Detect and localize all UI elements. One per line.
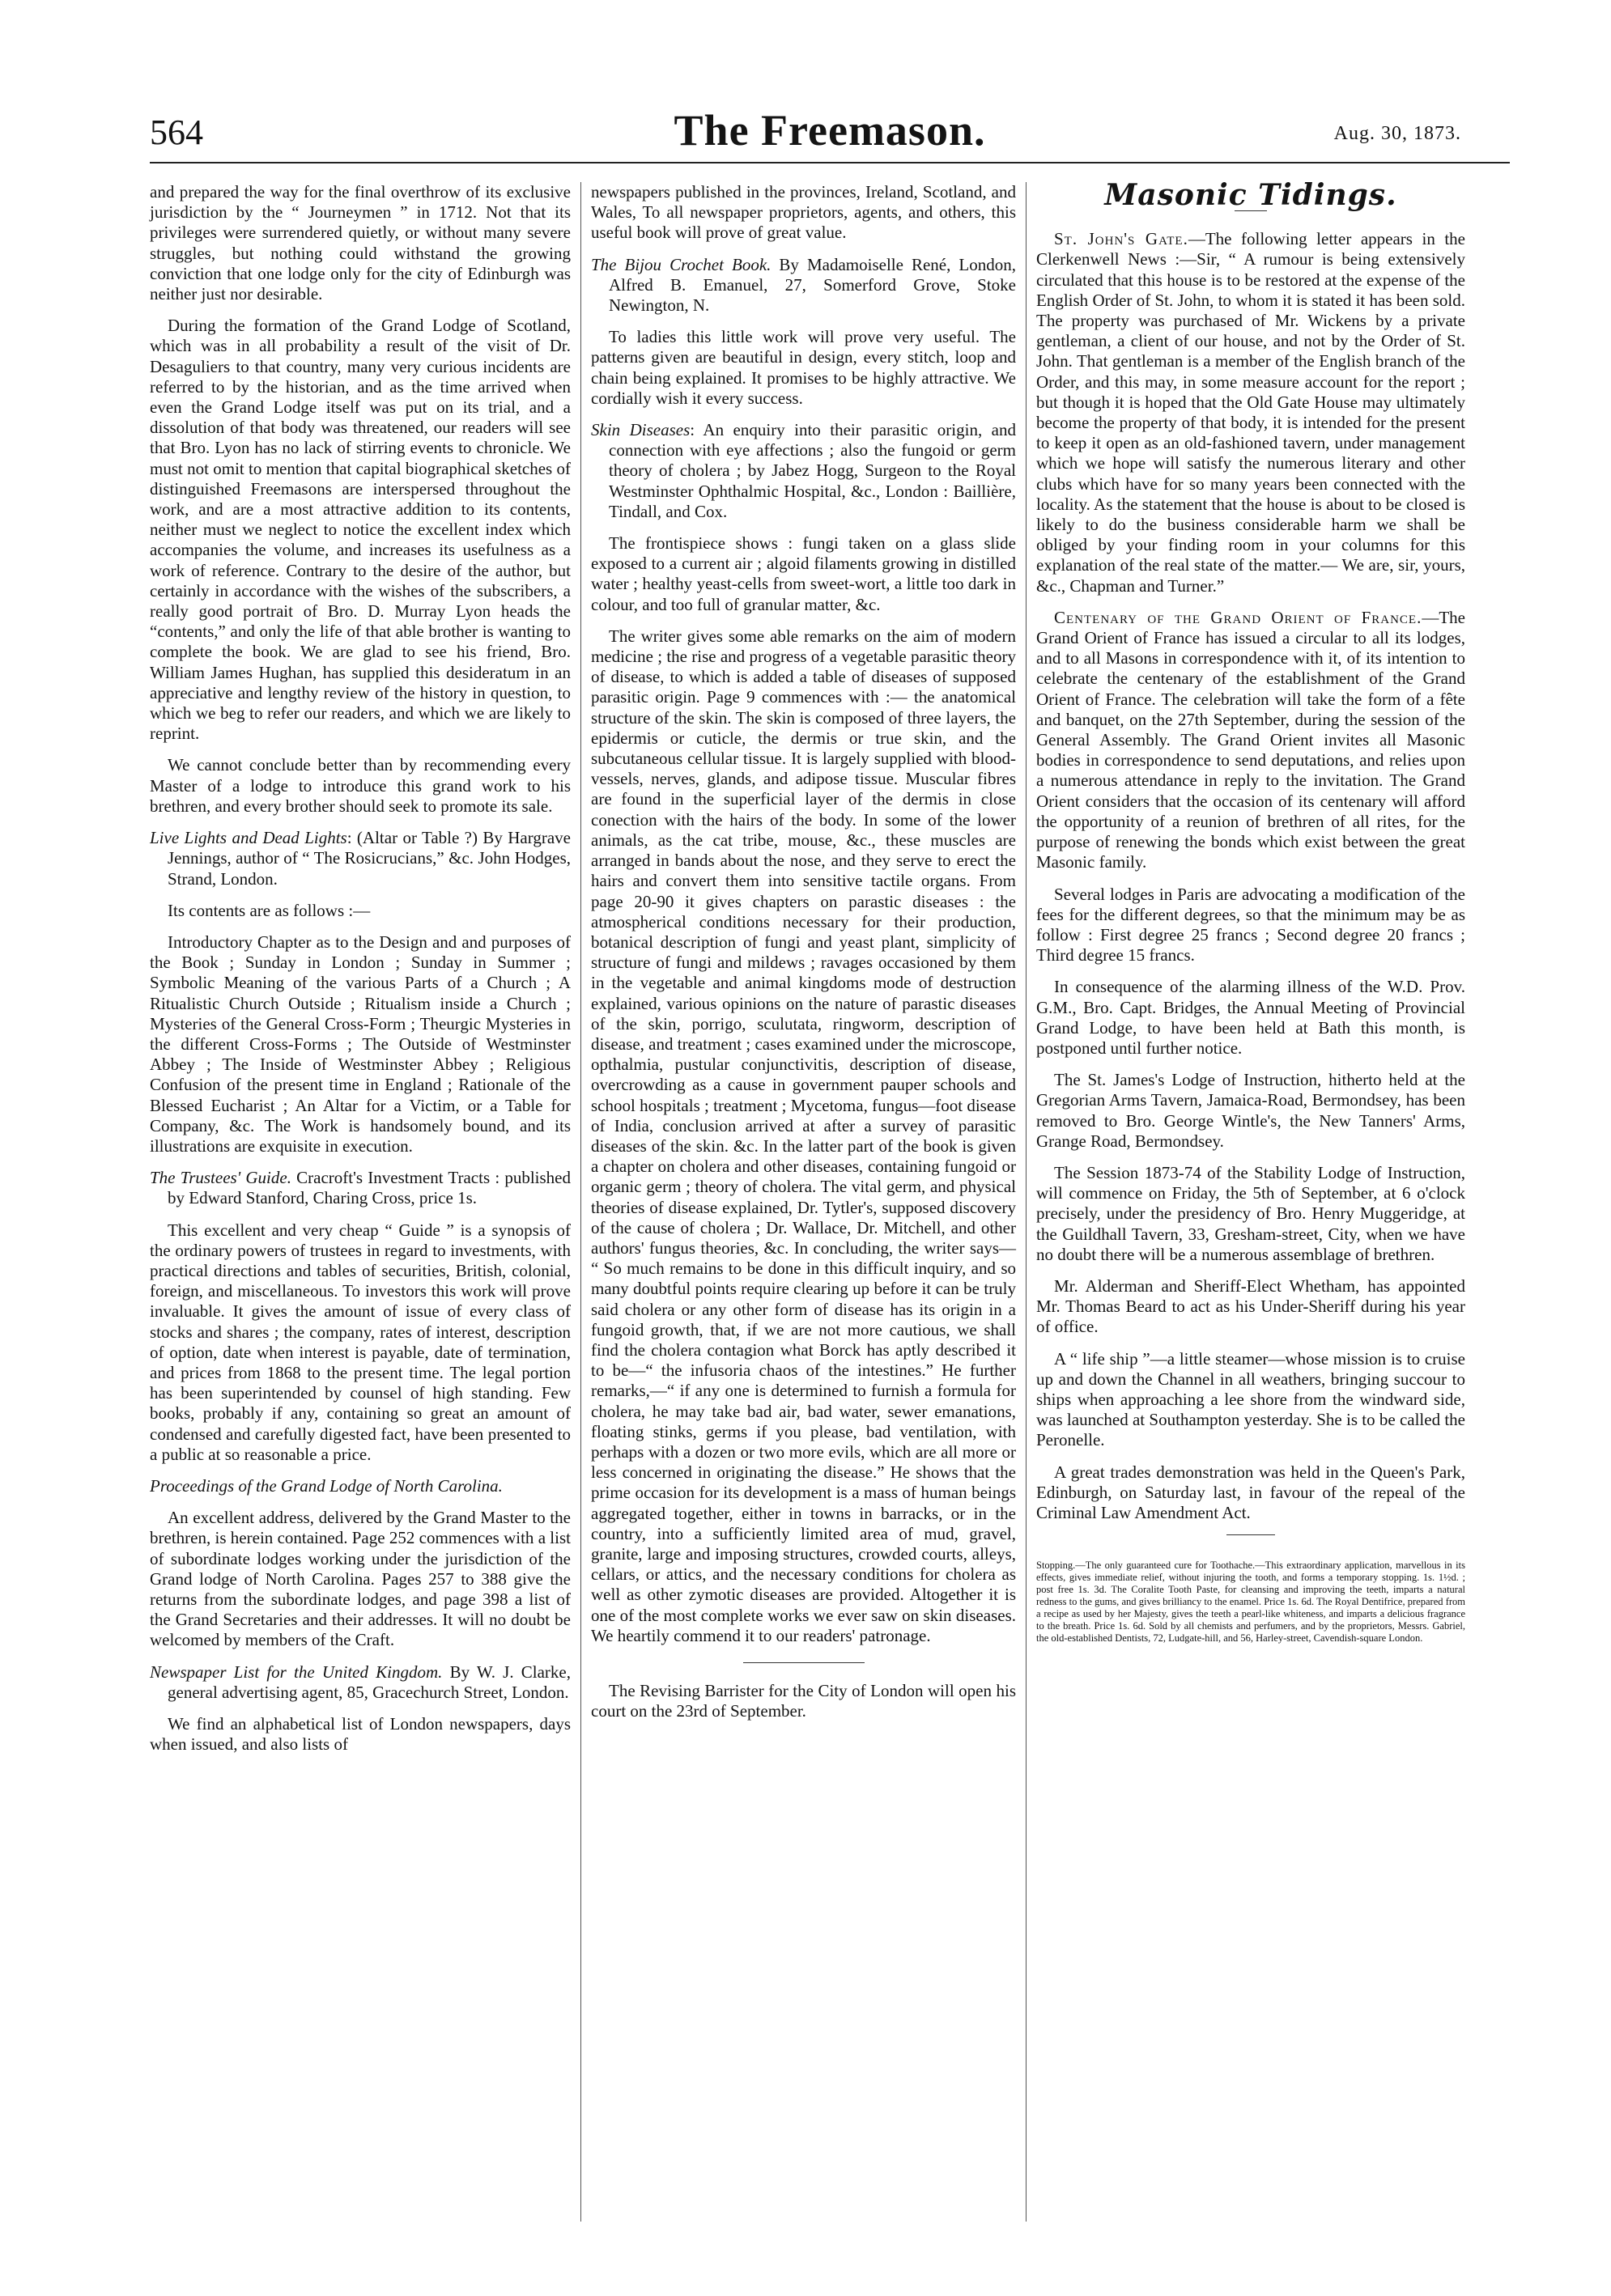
news-item: A great trades demonstration was held in the Queen's Park, Edinburgh, on Saturday last, in favour of the repeal of the Criminal Law Amendment Act.	[1036, 1462, 1465, 1522]
column-divider	[580, 182, 581, 2222]
advert-rule	[1226, 1534, 1275, 1535]
paragraph: This excellent and very cheap “ Guide ” is a synopsis of the ordinary powers of trustees in regard to investments, with practical directions and tables of securities, British, colonial, foreign, and miscellaneous. To investors this work will prove invaluable. It gives the amount of issue of every class of stocks and shares ; the company, rates of interest, description of option, date when interest is payable, date of termination, and prices from 1868 to the present time. The legal portion has been superintended by counsel of high standing. Few books, probably if any, containing so great an amount of condensed and carefully digested fact, have been presented to a public at so reasonable a price.	[150, 1220, 571, 1464]
book-notice-heading	[591, 255, 1016, 316]
book-details: : An enquiry into their parasitic origin, and connection with eye affections ; also the fungoid or germ theory of cholera ; by Jabez Hogg, Surgeon to the Royal Westminster Ophthalmic Hospital, &c., London : Baillière, Tindall, and Cox.	[609, 420, 1016, 521]
news-item-body: —The following letter appears in the Clerkenwell News :—Sir, “ A rumour is being extensively circulated that this house is to be restored at the expense of the English Order of St. John, to whom it is stated it has been sold. The property was purchased of Mr. Wickens by a private gentleman, a client of our house, and not by the Order of St. John. That gentleman is a member of the English branch of the Order, and this may, in some measure account for the report ; but though it is hoped that the Old Gate House may ultimately become the property of that body, it is intended for the present to keep it open as an old-fashioned tavern, under management which we hope will satisfy the numerous literary and other clubs which have for so many years been connected with the locality. As the statement that the house is about to be closed is likely to do the business considerable harm we shall be obliged by your finding room in your columns for this explanation of the real state of the matter.— We are, sir, yours, &c., Chapman and Turner.”	[1036, 229, 1465, 596]
paragraph: We find an alphabetical list of London newspapers, days when issued, and also lists of	[150, 1714, 571, 1755]
news-item: In consequence of the alarming illness of the W.D. Prov. G.M., Bro. Capt. Bridges, the Annual Meeting of Provincial Grand Lodge, to have been held at Bath this month, is postponed until further notice.	[1036, 977, 1465, 1058]
book-title: The Trustees' Guide.	[150, 1168, 291, 1188]
masthead-rule	[150, 162, 1510, 163]
column-3	[1036, 178, 1465, 1645]
book-notice-heading	[150, 828, 571, 889]
book-details: By Madamoiselle René, London, Alfred B. Emanuel, 27, Somerford Grove, Stoke Newington, N.	[609, 254, 1016, 316]
masthead	[150, 105, 1510, 162]
book-title: Proceedings of the Grand Lodge of North Carolina.	[150, 1475, 503, 1496]
book-notice-heading	[150, 1662, 571, 1703]
book-notice-heading	[150, 1168, 571, 1208]
paragraph: The writer gives some able remarks on the aim of modern medicine ; the rise and progress of a vegetable parasitic theory of disease, to which is added a table of diseases of supposed parasitic origin. Page 9 commences with :— the anatomical structure of the skin. The skin is composed of three layers, the epidermis or cuticle, the dermis or true skin, and the subcutaneous cellular tissue. It is largely supplied with blood-vessels, nerves, glands, and adipose tissue. Muscular fibres are found in the superficial layer of the dermis in close conection with the hairs of the body. In some of the lower animals, as the cat tribe, mouse, &c., these muscles are arranged in bands about the nose, and they serve to erect the hairs and convert them into sensitive tactile organs. From page 20-90 it gives chapters on parastic diseases : the atmospherical conditions necessary for their production, botanical description of fungi and yeast plant, simplicity of structure of fungi and mildews ; ravages occasioned by them in the vegetable and animal kingdoms mode of destruction explained, various opinions on the nature of parastic diseases of the skin, porrigo, sculutata, ringworm, description of disease, and treatment ; cases examined under the microscope, opthalmia, pustular conjunctivitis, description of disease, overcrowding as a cause in government pauper schools and school hospitals ; treatment ; Mycetoma, fungus—foot disease of India, conclusion arrived at after a survey of parasitic diseases of the skin. &c. In the latter part of the book is given a chapter on cholera and other diseases, containing fungoid or organic germ ; theory of cholera. The vital germ, and physical theories of disease explained, Dr. Tytler's, supposed discovery of the cause of cholera ; Dr. Wallace, Dr. Mitchell, and other authors' fungus theories, &c. In concluding, the writer says— “ So much remains to be done in this difficult inquiry, and so many doubtful points require clearing up before it can be truly said cholera or any other form of disease has its origin in a fungoid growth, that, if we are not more cautious, we shall find the cholera contagion what Borck has aptly described it to be—“ the infusoria chaos of the intestines.” He further remarks,—“ if any one is determined to furnish a formula for cholera, he may take bad air, bad water, sewer emanations, floating stinks, germs if you please, bad ventilation, with perhaps with a dozen or two more evils, which are all more or less concerned in originating the disease.” He shows that the prime occasion for its development is a mass of human beings aggregated together, either in towns in barracks, or in the country, into a sufficiently limited area of mud, gravel, granite, large and imposing structures, crowded courts, alleys, cellars, or attics, and the necessary conditions for cholera as well as other zymotic diseases are provided. Altogether it is one of the most complete works we ever saw on skin diseases. We heartily commend it to our readers' patronage.	[591, 626, 1016, 1645]
book-title: Live Lights and Dead Lights	[150, 828, 347, 848]
paragraph: newspapers published in the provinces, Ireland, Scotland, and Wales, To all newspaper proprietors, agents, and others, this useful book will prove of great value.	[591, 182, 1016, 243]
news-item: Mr. Alderman and Sheriff-Elect Whetham, has appointed Mr. Thomas Beard to act as his Under-Sheriff during his year of office.	[1036, 1275, 1465, 1337]
paragraph: To ladies this little work will prove very useful. The patterns given are beautiful in design, every stitch, loop and chain being explained. It promises to be highly attractive. We cordially wish it every success.	[591, 327, 1016, 408]
paragraph: We cannot conclude better than by recommending every Master of a lodge to introduce this grand work to his brethren, and every brother should seek to promote its sale.	[150, 755, 571, 816]
book-details: Cracroft's Investment Tracts : published by Edward Stanford, Charing Cross, price 1s.	[168, 1168, 572, 1208]
column-2	[591, 182, 1016, 1733]
paragraph: The Revising Barrister for the City of London will open his court on the 23rd of September.	[591, 1681, 1016, 1721]
newspaper-title: The Freemason.	[674, 106, 986, 155]
issue-date: Aug. 30, 1873.	[1333, 123, 1461, 144]
news-item: The St. James's Lodge of Instruction, hitherto held at the Gregorian Arms Tavern, Jamaica-Road, Bermondsey, has been removed to Bro. George Wintle's, the New Tanners' Arms, Grange Road, Bermondsey.	[1036, 1070, 1465, 1151]
newspaper-page	[150, 105, 1510, 2250]
book-title: Skin Diseases	[591, 420, 691, 440]
column-1	[150, 182, 571, 1766]
section-heading: Masonic Tidings.	[1104, 178, 1397, 212]
news-item: A “ life ship ”—a little steamer—whose mission is to cruise up and down the Channel in all weathers, bringing succour to ships when approaching a lee shore from the windward side, was launched at Southampton yesterday. She is to be called the Peronelle.	[1036, 1348, 1465, 1450]
book-title: The Bijou Crochet Book.	[591, 254, 771, 274]
column-divider	[1026, 182, 1027, 2222]
news-item-heading: Centenary of the Grand Orient of France.	[1054, 607, 1422, 627]
book-details: By W. J. Clarke, general advertising agent, 85, Gracechurch Street, London.	[168, 1662, 571, 1702]
paragraph: During the formation of the Grand Lodge of Scotland, which was in all probability a result of the visit of Dr. Desaguliers to that country, many very curious incidents are referred to by the historian, and as the time arrived when even the Grand Lodge itself was put on its trial, and a dissolution of that body was threatened, our readers will see that Bro. Lyon has no lack of stirring events to chronicle. We must not omit to mention that capital biographical sketches of distinguished Freemasons are interspersed throughout the work, and are a most attractive addition to its contents, neither must we neglect to notice the excellent index which accompanies the volume, and increases its usefulness as a work of reference. Contrary to the desire of the author, but certainly in accordance with the wishes of the subscribers, a really good portrait of Bro. D. Murray Lyon heads the “contents,” and only the life of that able brother is wanting to complete the book. We are glad to see his friend, Bro. William James Hughan, has supplied this desideratum in an appreciative and lengthy review of the history in question, to which we beg to refer our readers, and which we are likely to reprint.	[150, 316, 571, 744]
book-title: Newspaper List for the United Kingdom.	[150, 1662, 443, 1682]
advertisement: Stopping.—The only guaranteed cure for Toothache.—This extraordinary application, marvellous in its effects, gives immediate relief, without injuring the tooth, and forms a temporary stopping. 1s. 1½d. ; post free 1s. 3d. The Coralite Tooth Paste, for cleansing and improving the teeth, imparts a natural redness to the gums, and gives brilliancy to the enamel. Price 1s. 6d. The Royal Dentifrice, prepared from a recipe as used by her Majesty, gives the teeth a pearl-like whiteness, and imparts a delicious fragrance to the breath. Price 1s. 6d. Sold by all chemists and perfumers, and by the proprietors, Messrs. Gabriel, the old-established Dentists, 72, Ludgate-hill, and 56, Harley-street, Cavendish-square London.	[1036, 1560, 1465, 1645]
paragraph: An excellent address, delivered by the Grand Master to the brethren, is herein contained. Page 252 commences with a list of subordinate lodges working under the jurisdiction of the Grand lodge of North Carolina. Pages 257 to 388 give the returns from the subordinate lodges, and page 398 a list of the Grand Secretaries and their addresses. It will no doubt be welcomed by members of the Craft.	[150, 1508, 571, 1650]
page-number: 564	[150, 112, 203, 152]
news-item	[1036, 608, 1465, 873]
news-item-body: —The Grand Orient of France has issued a circular to all its lodges, and to all Masons in correspondence with it, of its intention to celebrate the centenary of the establishment of the Grand Orient of France. The celebration will take the form of a fête and banquet, on the 27th September, during the session of the General Assembly. The Grand Orient invites all Masonic bodies in correspondence to send deputations, and relies upon a numerous attendance in reply to the invitation. The Grand Orient considers that the occasion of its centenary will afford the opportunity of a reunion of brethren of all rites, for the purpose of renewing the bonds which exist between the great Masonic family.	[1036, 607, 1465, 872]
book-notice-heading	[591, 420, 1016, 522]
paragraph: The frontispiece shows : fungi taken on a glass slide exposed to a current air ; algoid filaments growing in distilled water ; healthy yeast-cells from sweet-wort, a little too dark in colour, and too full of granular matter, &c.	[591, 533, 1016, 614]
paragraph: Its contents are as follows :—	[168, 900, 371, 920]
paragraph: and prepared the way for the final overthrow of its exclusive jurisdiction by the “ Journeymen ” in 1712. Not that its privileges were surrendered quietly, or without many severe struggles, but nothing could withstand the growing conviction that one lodge only for the city of Edinburgh was neither just nor desirable.	[150, 182, 571, 304]
news-item: The Session 1873-74 of the Stability Lodge of Instruction, will commence on Friday, the 5th of September, at 6 o'clock precisely, under the presidency of Bro. Henry Muggeridge, at the Guildhall Tavern, 33, Gresham-street, City, when we have no doubt there will be a numerous assemblage of brethren.	[1036, 1162, 1465, 1264]
news-item-heading: St. John's Gate.	[1054, 229, 1188, 249]
news-item: Several lodges in Paris are advocating a modification of the fees for the different degrees, so that the minimum may be as follow : First degree 25 francs ; Second degree 20 francs ; Third degree 15 francs.	[1036, 884, 1465, 966]
section-rule	[743, 1662, 865, 1663]
paragraph: Introductory Chapter as to the Design and and purposes of the Book ; Sunday in London ; Sunday in Summer ; Symbolic Meaning of the various Parts of a Church ; A Ritualistic Church Outside ; Ritualism inside a Church ; Mysteries of the General Cross-Form ; Theurgic Mysteries in the different Cross-Forms ; The Outside of Westminster Abbey ; The Inside of Westminster Abbey ; Religious Confusion of the present time in England ; Rationale of the Blessed Eucharist ; An Altar for a Victim, or a Table for Company, &c. The Work is handsomely bound, and its illustrations are exquisite in execution.	[150, 932, 571, 1156]
book-details: : (Altar or Table ?) By Hargrave Jennings, author of “ The Rosicrucians,” &c. John Hodges, Strand, London.	[168, 828, 571, 889]
news-item	[1036, 229, 1465, 596]
